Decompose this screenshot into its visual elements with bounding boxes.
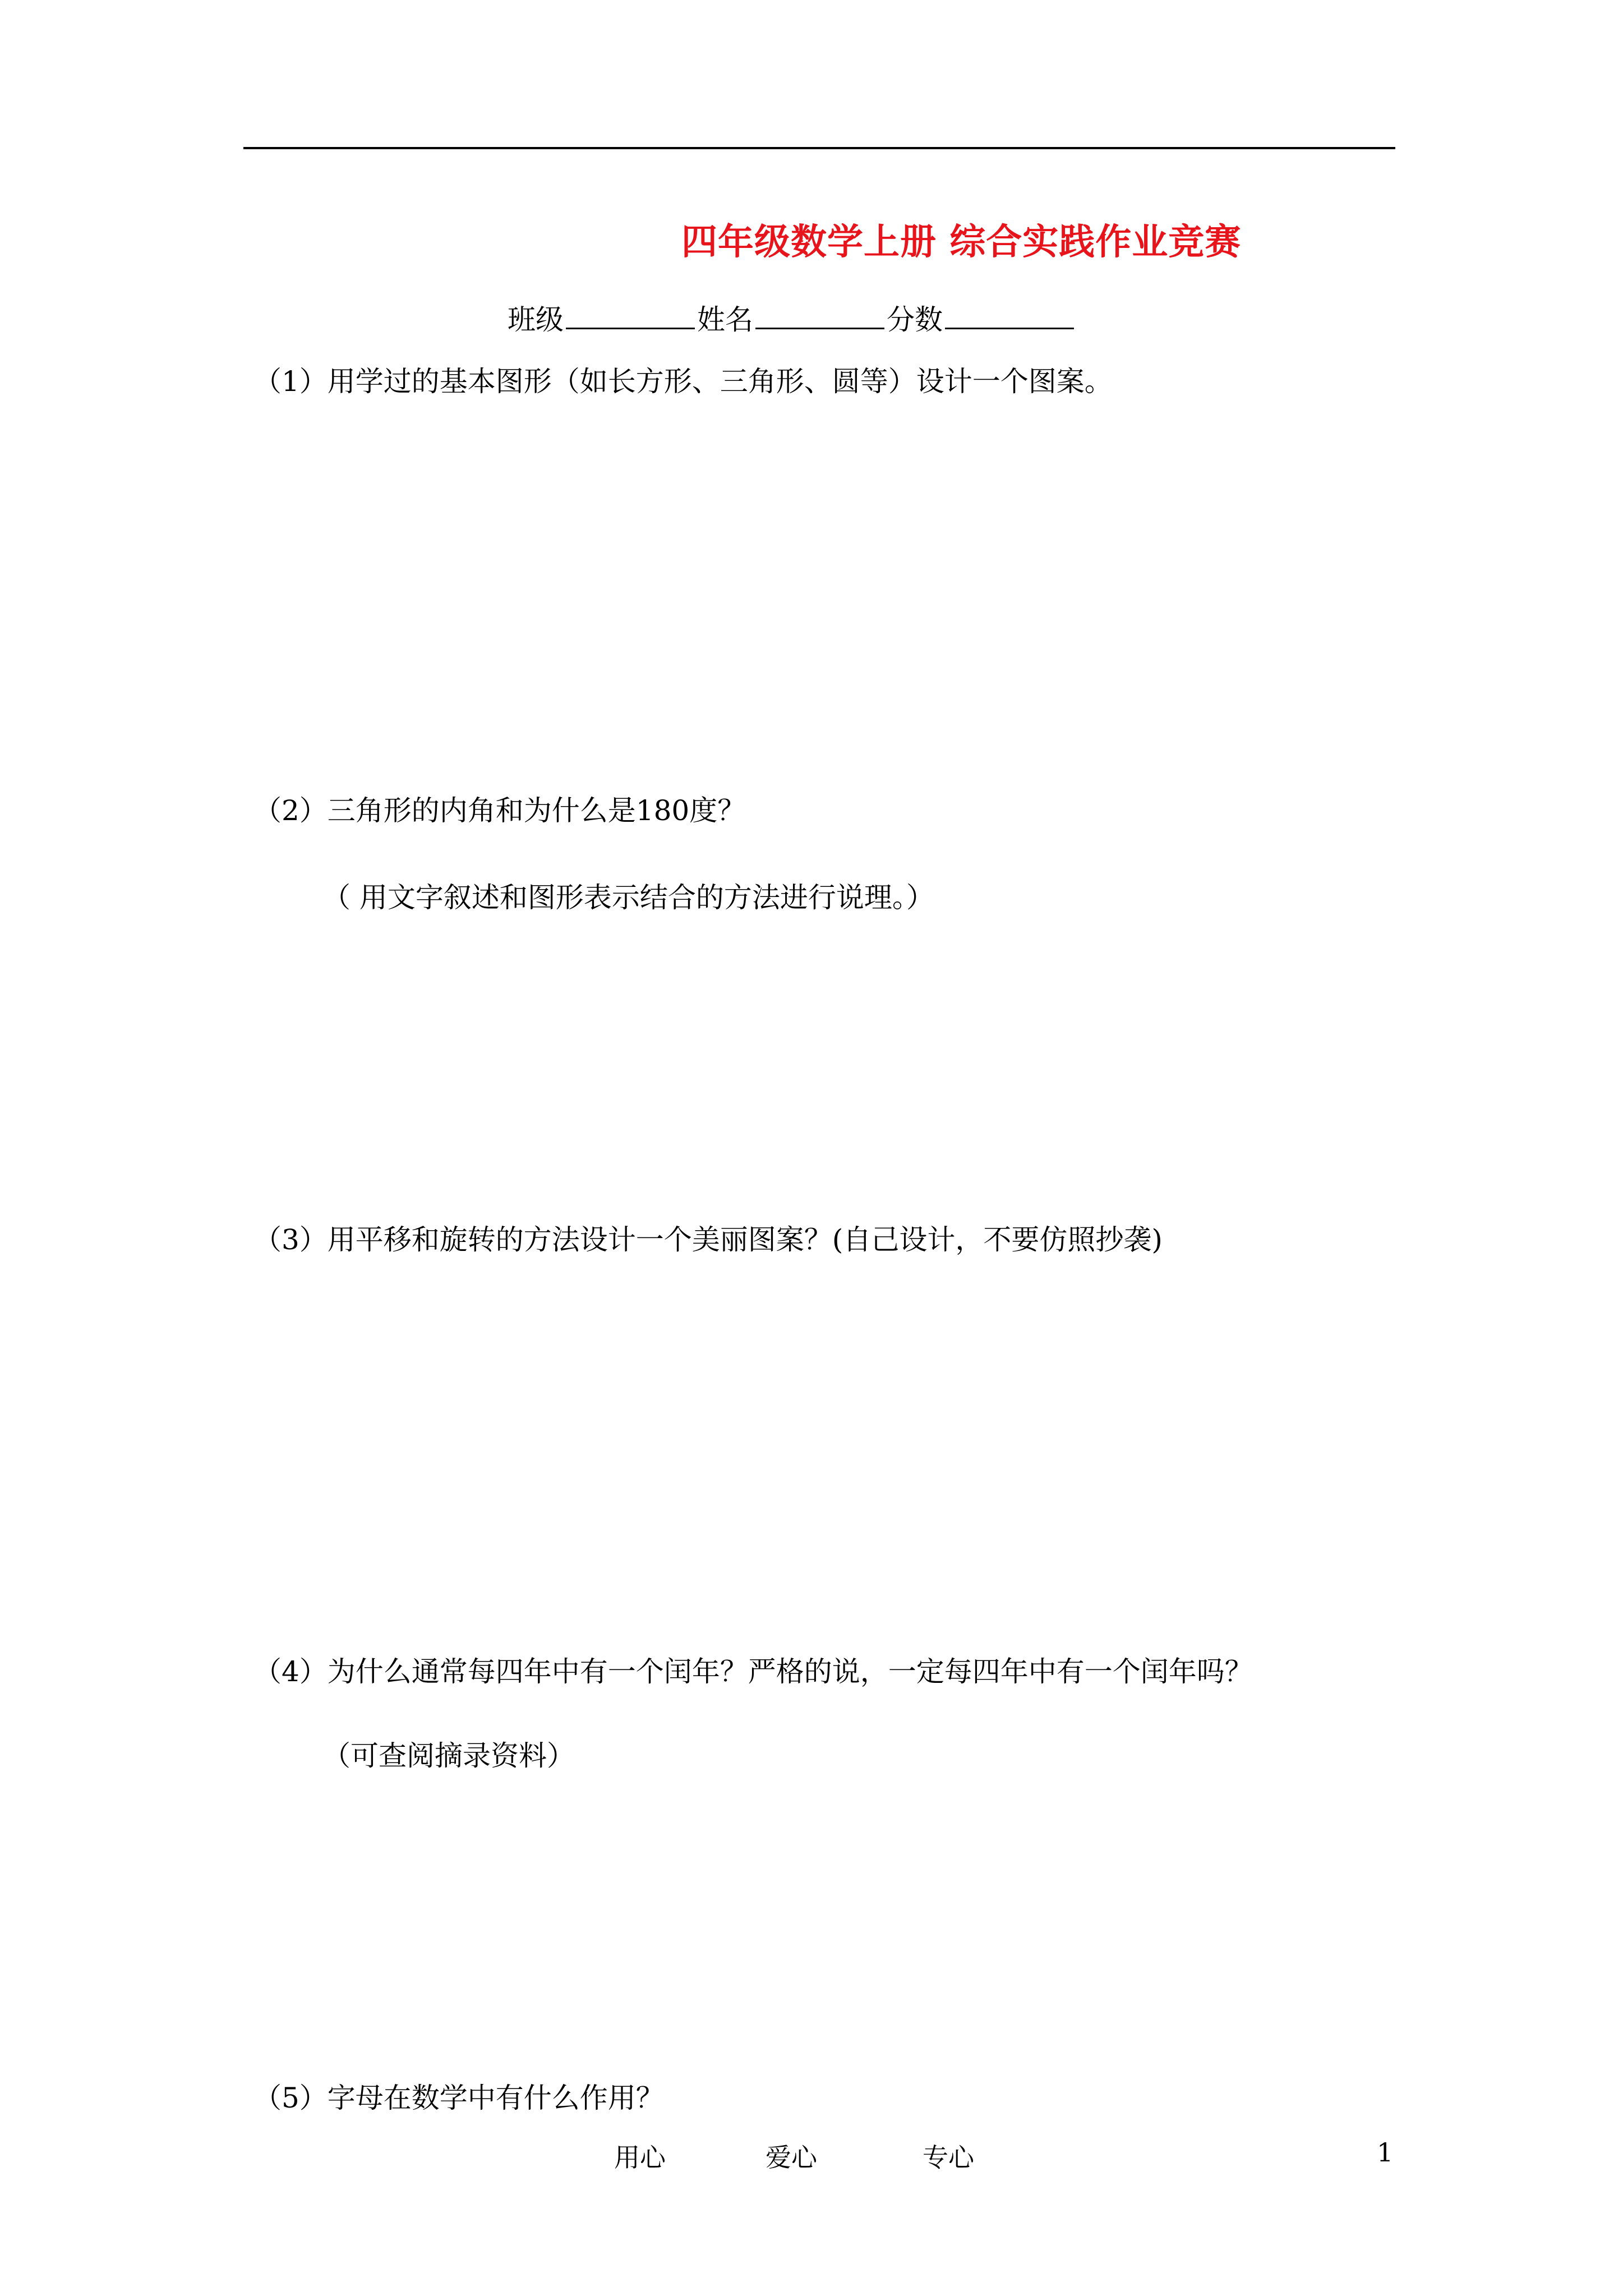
footer-item-1: 用心 — [614, 2142, 666, 2173]
question-4-note: （可查阅摘录资料） — [322, 1740, 575, 1772]
header-rule — [243, 147, 1395, 149]
name-label: 姓名 — [697, 303, 753, 336]
class-label: 班级 — [508, 303, 564, 336]
footer-item-2: 爱心 — [766, 2142, 817, 2173]
question-4: （4）为什么通常每四年中有一个闰年？严格的说，一定每四年中有一个闰年吗？ — [253, 1655, 1253, 1688]
question-3: （3）用平移和旋转的方法设计一个美丽图案？(自己设计，不要仿照抄袭) — [253, 1223, 1163, 1256]
score-blank[interactable] — [945, 305, 1074, 329]
question-2: （2）三角形的内角和为什么是180度？ — [253, 794, 746, 827]
score-label: 分数 — [887, 303, 943, 336]
student-info-line — [508, 297, 1076, 338]
class-blank[interactable] — [566, 305, 695, 329]
page-title: 四年级数学上册 综合实践作业竞赛 — [681, 221, 1242, 263]
footer-item-3: 专心 — [923, 2142, 974, 2173]
question-1: （1）用学过的基本图形（如长方形、三角形、圆等）设计一个图案。 — [253, 365, 1113, 398]
name-blank[interactable] — [755, 305, 884, 329]
question-5: （5）字母在数学中有什么作用？ — [253, 2082, 664, 2114]
page-number: 1 — [1377, 2137, 1394, 2168]
question-2-note: （ 用文字叙述和图形表示结合的方法进行说理。） — [322, 881, 934, 914]
